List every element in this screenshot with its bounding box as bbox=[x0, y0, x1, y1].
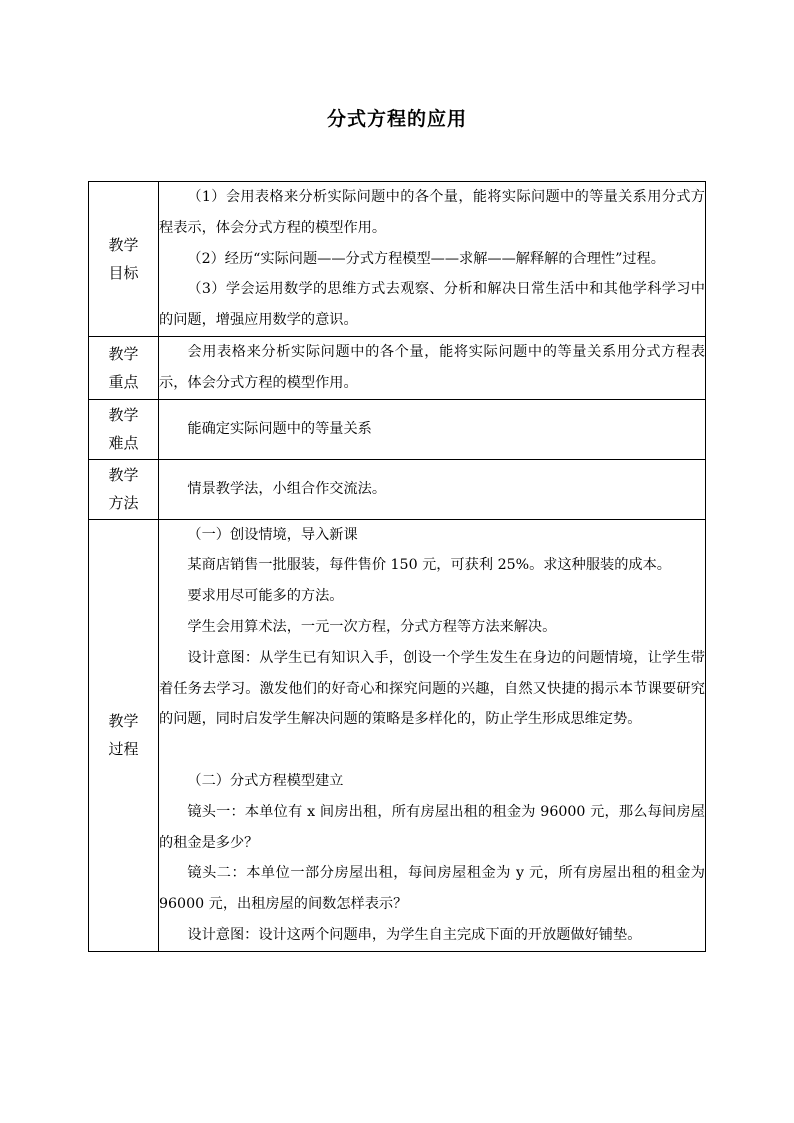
blank-line bbox=[159, 735, 705, 766]
table-row-process bbox=[89, 519, 706, 951]
section-heading: （一）创设情境，导入新课 bbox=[187, 526, 358, 543]
paragraph: 设计意图：从学生已有知识入手，创设一个学生发生在身边的问题情境，让学生带着任务去学习。激发他们的好奇心和探究问题的兴趣，自然又快捷的揭示本节课要研究的问题，同时启发学生解决问题的策略是多样化的，防止学生形成思维定势。 bbox=[159, 649, 705, 728]
row-label-objectives bbox=[89, 182, 159, 337]
row-label-difficulties bbox=[89, 399, 159, 459]
row-content-objectives bbox=[159, 182, 706, 337]
row-content-difficulties bbox=[159, 399, 706, 459]
paragraph: 某商店销售一批服装，每件售价 150 元，可获利 25%。求这种服装的成本。 bbox=[187, 557, 671, 574]
row-label-line-1: 教学 bbox=[108, 344, 139, 363]
table-row-objectives bbox=[89, 182, 706, 337]
row-content-methods bbox=[159, 459, 706, 519]
paragraph: 镜头一：本单位有 x 间房出租，所有房屋出租的租金为 96000 元，那么每间房屋的租金是多少？ bbox=[159, 803, 705, 851]
table-row-difficulties bbox=[89, 399, 706, 459]
lesson-plan-table bbox=[88, 181, 706, 952]
row-label-process bbox=[89, 519, 159, 951]
paragraph: 会用表格来分析实际问题中的各个量，能将实际问题中的等量关系用分式方程表示，体会分式方程的模型作用。 bbox=[159, 343, 705, 391]
paragraph: （3）学会运用数学的思维方式去观察、分析和解决日常生活中和其他学科学习中的问题，增强应用数学的意识。 bbox=[159, 281, 705, 329]
row-label-line-1: 教学 bbox=[108, 406, 139, 425]
row-label-key-points bbox=[89, 336, 159, 399]
row-content-process bbox=[159, 519, 706, 951]
row-label-line-2: 方法 bbox=[108, 494, 139, 513]
paragraph: 镜头二：本单位一部分房屋出租，每间房屋租金为 y 元，所有房屋出租的租金为 96000 元，出租房屋的间数怎样表示？ bbox=[159, 865, 705, 913]
paragraph: 学生会用算术法，一元一次方程，分式方程等方法来解决。 bbox=[187, 618, 557, 635]
table-row-methods bbox=[89, 459, 706, 519]
row-content-key-points bbox=[159, 336, 706, 399]
section-heading: （二）分式方程模型建立 bbox=[187, 772, 344, 789]
table-row-key-points bbox=[89, 336, 706, 399]
row-label-line-1: 教学 bbox=[108, 466, 139, 485]
row-label-line-1: 教学 bbox=[108, 712, 139, 731]
paragraph: 能确定实际问题中的等量关系 bbox=[187, 420, 372, 437]
row-label-line-2: 目标 bbox=[108, 263, 139, 282]
paragraph: （1）会用表格来分析实际问题中的各个量，能将实际问题中的等量关系用分式方程表示，体会分式方程的模型作用。 bbox=[159, 189, 705, 236]
document-title: 分式方程的应用 bbox=[326, 108, 467, 130]
row-label-methods bbox=[89, 459, 159, 519]
row-label-line-1: 教学 bbox=[108, 235, 139, 254]
paragraph: （2）经历“实际问题——分式方程模型——求解——解释解的合理性”过程。 bbox=[187, 250, 665, 267]
row-label-line-2: 难点 bbox=[108, 434, 139, 453]
paragraph: 情景教学法，小组合作交流法。 bbox=[187, 480, 387, 497]
row-label-line-2: 过程 bbox=[108, 740, 139, 759]
paragraph: 设计意图：设计这两个问题串，为学生自主完成下面的开放题做好铺垫。 bbox=[187, 926, 642, 943]
row-label-line-2: 重点 bbox=[108, 372, 139, 391]
paragraph: 要求用尽可能多的方法。 bbox=[187, 588, 344, 605]
